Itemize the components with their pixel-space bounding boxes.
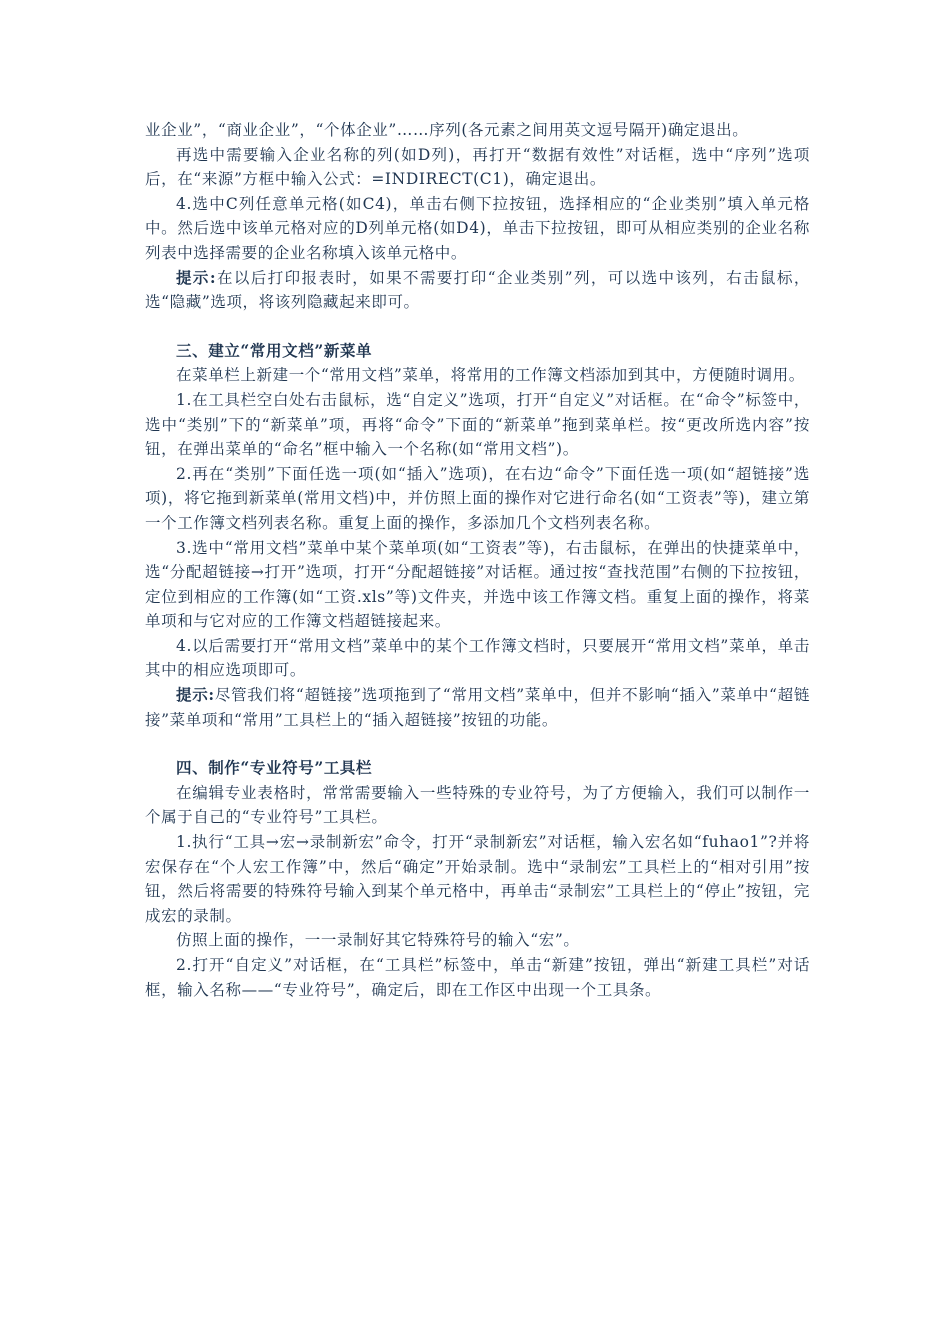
section-intro: 在编辑专业表格时，常常需要输入一些特殊的专业符号，为了方便输入，我们可以制作一个属于自己的“专业符号”工具栏。 [145, 783, 810, 827]
step-1: 1.在工具栏空白处右击鼠标，选“自定义”选项，打开“自定义”对话框。在“命令”标签中，选中“类别”下的“新菜单”项，再将“命令”下面的“新菜单”拖到菜单栏。按“更改所选内容”按钮，在弹出菜单的“命名”框中输入一个名称(如“常用文档”)。 [145, 390, 810, 459]
paragraph-select-column-d: 再选中需要输入企业名称的列(如D列)，再打开“数据有效性”对话框，选中“序列”选项后，在“来源”方框中输入公式：=INDIRECT(C1)，确定退出。 [145, 145, 810, 189]
tip-paragraph [145, 683, 810, 732]
section-heading: 四、制作“专业符号”工具栏 [176, 758, 373, 778]
document-page [145, 118, 810, 1002]
step-3: 3.选中“常用文档”菜单中某个菜单项(如“工资表”等)，右击鼠标，在弹出的快捷菜单中，选“分配超链接→打开”选项，打开“分配超链接”对话框。通过按“查找范围”右侧的下拉按钮，定位到相应的工作簿(如“工资.xls”等)文件夹，并选中该工作簿文档。重复上面的操作，将菜单项和与它对应的工作簿文档超链接起来。 [145, 538, 810, 631]
tip-label: 提示: [176, 685, 215, 705]
tip-text: 尽管我们将“超链接”选项拖到了“常用文档”菜单中，但并不影响“插入”菜单中“超链接”菜单项和“常用”工具栏上的“插入超链接”按钮的功能。 [145, 686, 810, 729]
section-intro: 在菜单栏上新建一个“常用文档”菜单，将常用的工作簿文档添加到其中，方便随时调用。 [176, 366, 805, 385]
tip-text: 在以后打印报表时，如果不需要打印“企业类别”列，可以选中该列，右击鼠标，选“隐藏”选项，将该列隐藏起来即可。 [145, 268, 810, 312]
step-2: 2.再在“类别”下面任选一项(如“插入”选项)，在右边“命令”下面任选一项(如“超链接”选项)，将它拖到新菜单(常用文档)中，并仿照上面的操作对它进行命名(如“工资表”等)，建立第一个工作簿文档列表名称。重复上面的操作，多添加几个文档列表名称。 [145, 464, 810, 532]
paragraph-sequence-list: 业企业”，“商业企业”，“个体企业”……序列(各元素之间用英文逗号隔开)确定退出。 [145, 121, 749, 139]
section-heading: 三、建立“常用文档”新菜单 [176, 340, 373, 360]
step-1: 1.执行“工具→宏→录制新宏”命令，打开“录制新宏”对话框，输入宏名如“fuhao1”?并将宏保存在“个人宏工作簿”中，然后“确定”开始录制。选中“录制宏”工具栏上的“相对引用”按钮，然后将需要的特殊符号输入到某个单元格中，再单击“录制宏”工具栏上的“停止”按钮，完成宏的录制。 [145, 833, 810, 925]
section-gap [145, 732, 810, 756]
tip-paragraph [145, 266, 810, 315]
section-gap [145, 315, 810, 339]
tip-label: 提示: [176, 267, 217, 287]
paragraph-step-4: 4.选中C列任意单元格(如C4)，单击右侧下拉按钮，选择相应的“企业类别”填入单元格中。然后选中该单元格对应的D列单元格(如D4)，单击下拉按钮，即可从相应类别的企业名称列表中选择需要的企业名称填入该单元格中。 [145, 194, 810, 262]
step-4: 4.以后需要打开“常用文档”菜单中的某个工作簿文档时，只要展开“常用文档”菜单，单击其中的相应选项即可。 [145, 636, 810, 680]
step-2: 2.打开“自定义”对话框，在“工具栏”标签中，单击“新建”按钮，弹出“新建工具栏”对话框，输入名称——“专业符号”，确定后，即在工作区中出现一个工具条。 [145, 956, 810, 999]
step-1-followup: 仿照上面的操作，一一录制好其它特殊符号的输入“宏”。 [176, 931, 580, 950]
